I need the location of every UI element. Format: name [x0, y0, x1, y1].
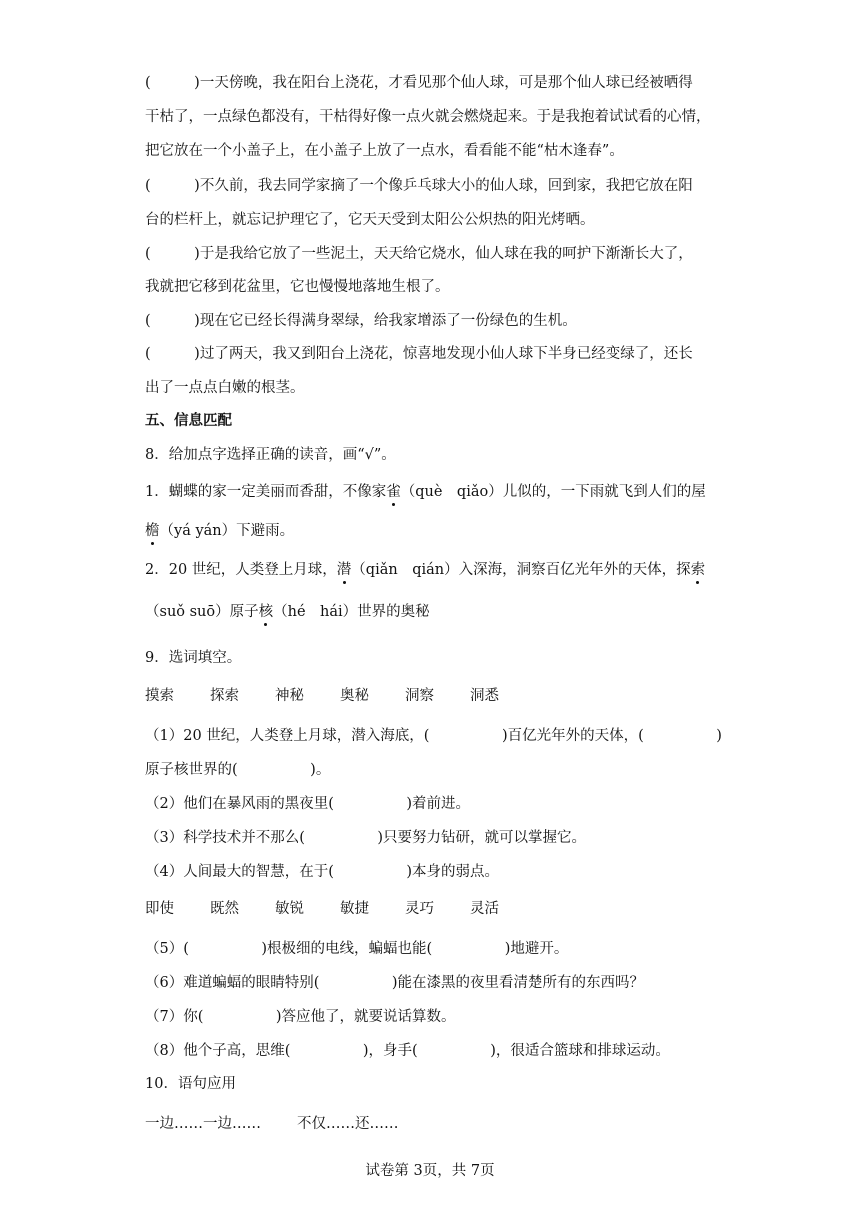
story-line-7: 我就把它移到花盆里，它也慢慢地落地生根了。: [145, 279, 450, 295]
q9-item-7: （7）你( )答应他了，就要说话算数。: [145, 1009, 456, 1025]
q9-item-6: （6）难道蝙蝠的眼睛特别( )能在漆黑的夜里看清楚所有的东西吗？: [145, 975, 645, 991]
word-option: 摸索: [145, 688, 174, 704]
q10-title: 10．语句应用: [145, 1076, 236, 1092]
q8-s1-dotted-char: 雀: [386, 484, 401, 500]
word-option: 洞察: [405, 688, 434, 704]
story-line-5: 台的栏杆上，就忘记护理它了，它天天受到太阳公公炽热的阳光烤晒。: [145, 212, 595, 228]
q8-sentence-1: [145, 482, 706, 502]
q8-s1-text-b: （què qiǎo）儿似的，一下雨就飞到人们的屋: [400, 484, 706, 500]
story-line-4: ( )不久前，我去同学家摘了一个像乒乓球大小的仙人球，回到家，我把它放在阳: [145, 178, 693, 194]
q8-sentence-1-cont: [145, 521, 294, 541]
q9-item-1-cont: 原子核世界的( )。: [145, 762, 331, 778]
connector-pair: 不仅……还……: [297, 1116, 399, 1132]
q10-pairs: [145, 1114, 399, 1134]
q8-s2-text-d: （hé hái）世界的奥秘: [273, 604, 430, 620]
q8-s1-dotted-char-2: 檐: [145, 523, 160, 539]
word-option: 敏捷: [340, 901, 369, 917]
word-option: 既然: [210, 901, 239, 917]
q8-s2-dotted-char-3: 核: [258, 604, 274, 620]
word-option: 灵活: [470, 901, 499, 917]
q8-sentence-2: [145, 560, 705, 580]
q9-item-1: （1）20 世纪，人类登上月球，潜入海底，( )百亿光年外的天体，( ): [145, 728, 722, 744]
story-line-10: 出了一点点白嫩的根茎。: [145, 380, 305, 396]
q9-title: 9．选词填空。: [145, 650, 242, 666]
story-line-1: ( )一天傍晚，我在阳台上浇花，才看见那个仙人球，可是那个仙人球已经被晒得: [145, 75, 693, 91]
q9-item-2: （2）他们在暴风雨的黑夜里( )着前进。: [145, 796, 471, 812]
word-option: 奥秘: [340, 688, 369, 704]
word-option: 敏锐: [275, 901, 304, 917]
q8-sentence-2-cont: [145, 602, 430, 622]
q8-s2-text-c: （suǒ suō）原子: [145, 604, 259, 620]
q8-s1-text-a: 1．蝴蝶的家一定美丽而香甜，不像家: [145, 484, 387, 500]
story-line-2: 干枯了，一点绿色都没有，干枯得好像一点火就会燃烧起来。于是我抱着试试看的心情，: [145, 109, 711, 125]
page-footer: 试卷第 3页，共 7页: [365, 1163, 495, 1179]
word-option: 神秘: [275, 688, 304, 704]
q9-item-4: （4）人间最大的智慧，在于( )本身的弱点。: [145, 864, 500, 880]
q8-s2-text-b: （qiǎn qián）入深海，洞察百亿光年外的天体，探: [351, 562, 691, 578]
q9-word-bank-2: [145, 899, 535, 919]
story-line-6: ( )于是我给它放了一些泥土，天天给它烧水，仙人球在我的呵护下渐渐长大了，: [145, 246, 693, 262]
q9-item-8: （8）他个子高，思维( )，身手( )，很适合篮球和排球运动。: [145, 1043, 670, 1059]
q9-item-5: （5）( )根极细的电线，蝙蝠也能( )地避开。: [145, 941, 569, 957]
word-option: 探索: [210, 688, 239, 704]
q8-s2-dotted-char: 潜: [336, 562, 352, 578]
story-line-8: ( )现在它已经长得满身翠绿，给我家增添了一份绿色的生机。: [145, 313, 577, 329]
word-option: 灵巧: [405, 901, 434, 917]
connector-pair: 一边……一边……: [145, 1116, 261, 1132]
word-option: 即使: [145, 901, 174, 917]
word-option: 洞悉: [470, 688, 499, 704]
q9-word-bank-1: [145, 686, 535, 706]
story-line-9: ( )过了两天，我又到阳台上浇花，惊喜地发现小仙人球下半身已经变绿了，还长: [145, 346, 693, 362]
q8-s2-text-a: 2．20 世纪，人类登上月球，: [145, 562, 337, 578]
q8-s1-text-c: （yá yán）下避雨。: [159, 523, 295, 539]
q9-item-3: （3）科学技术并不那么( )只要努力钻研，就可以掌握它。: [145, 830, 587, 846]
q8-s2-dotted-char-2: 索: [690, 562, 706, 578]
q8-title: 8．给加点字选择正确的读音，画“√”。: [145, 447, 396, 463]
story-line-3: 把它放在一个小盖子上，在小盖子上放了一点水，看看能不能“枯木逢春”。: [145, 143, 624, 159]
section-heading: 五、信息匹配: [145, 413, 232, 429]
